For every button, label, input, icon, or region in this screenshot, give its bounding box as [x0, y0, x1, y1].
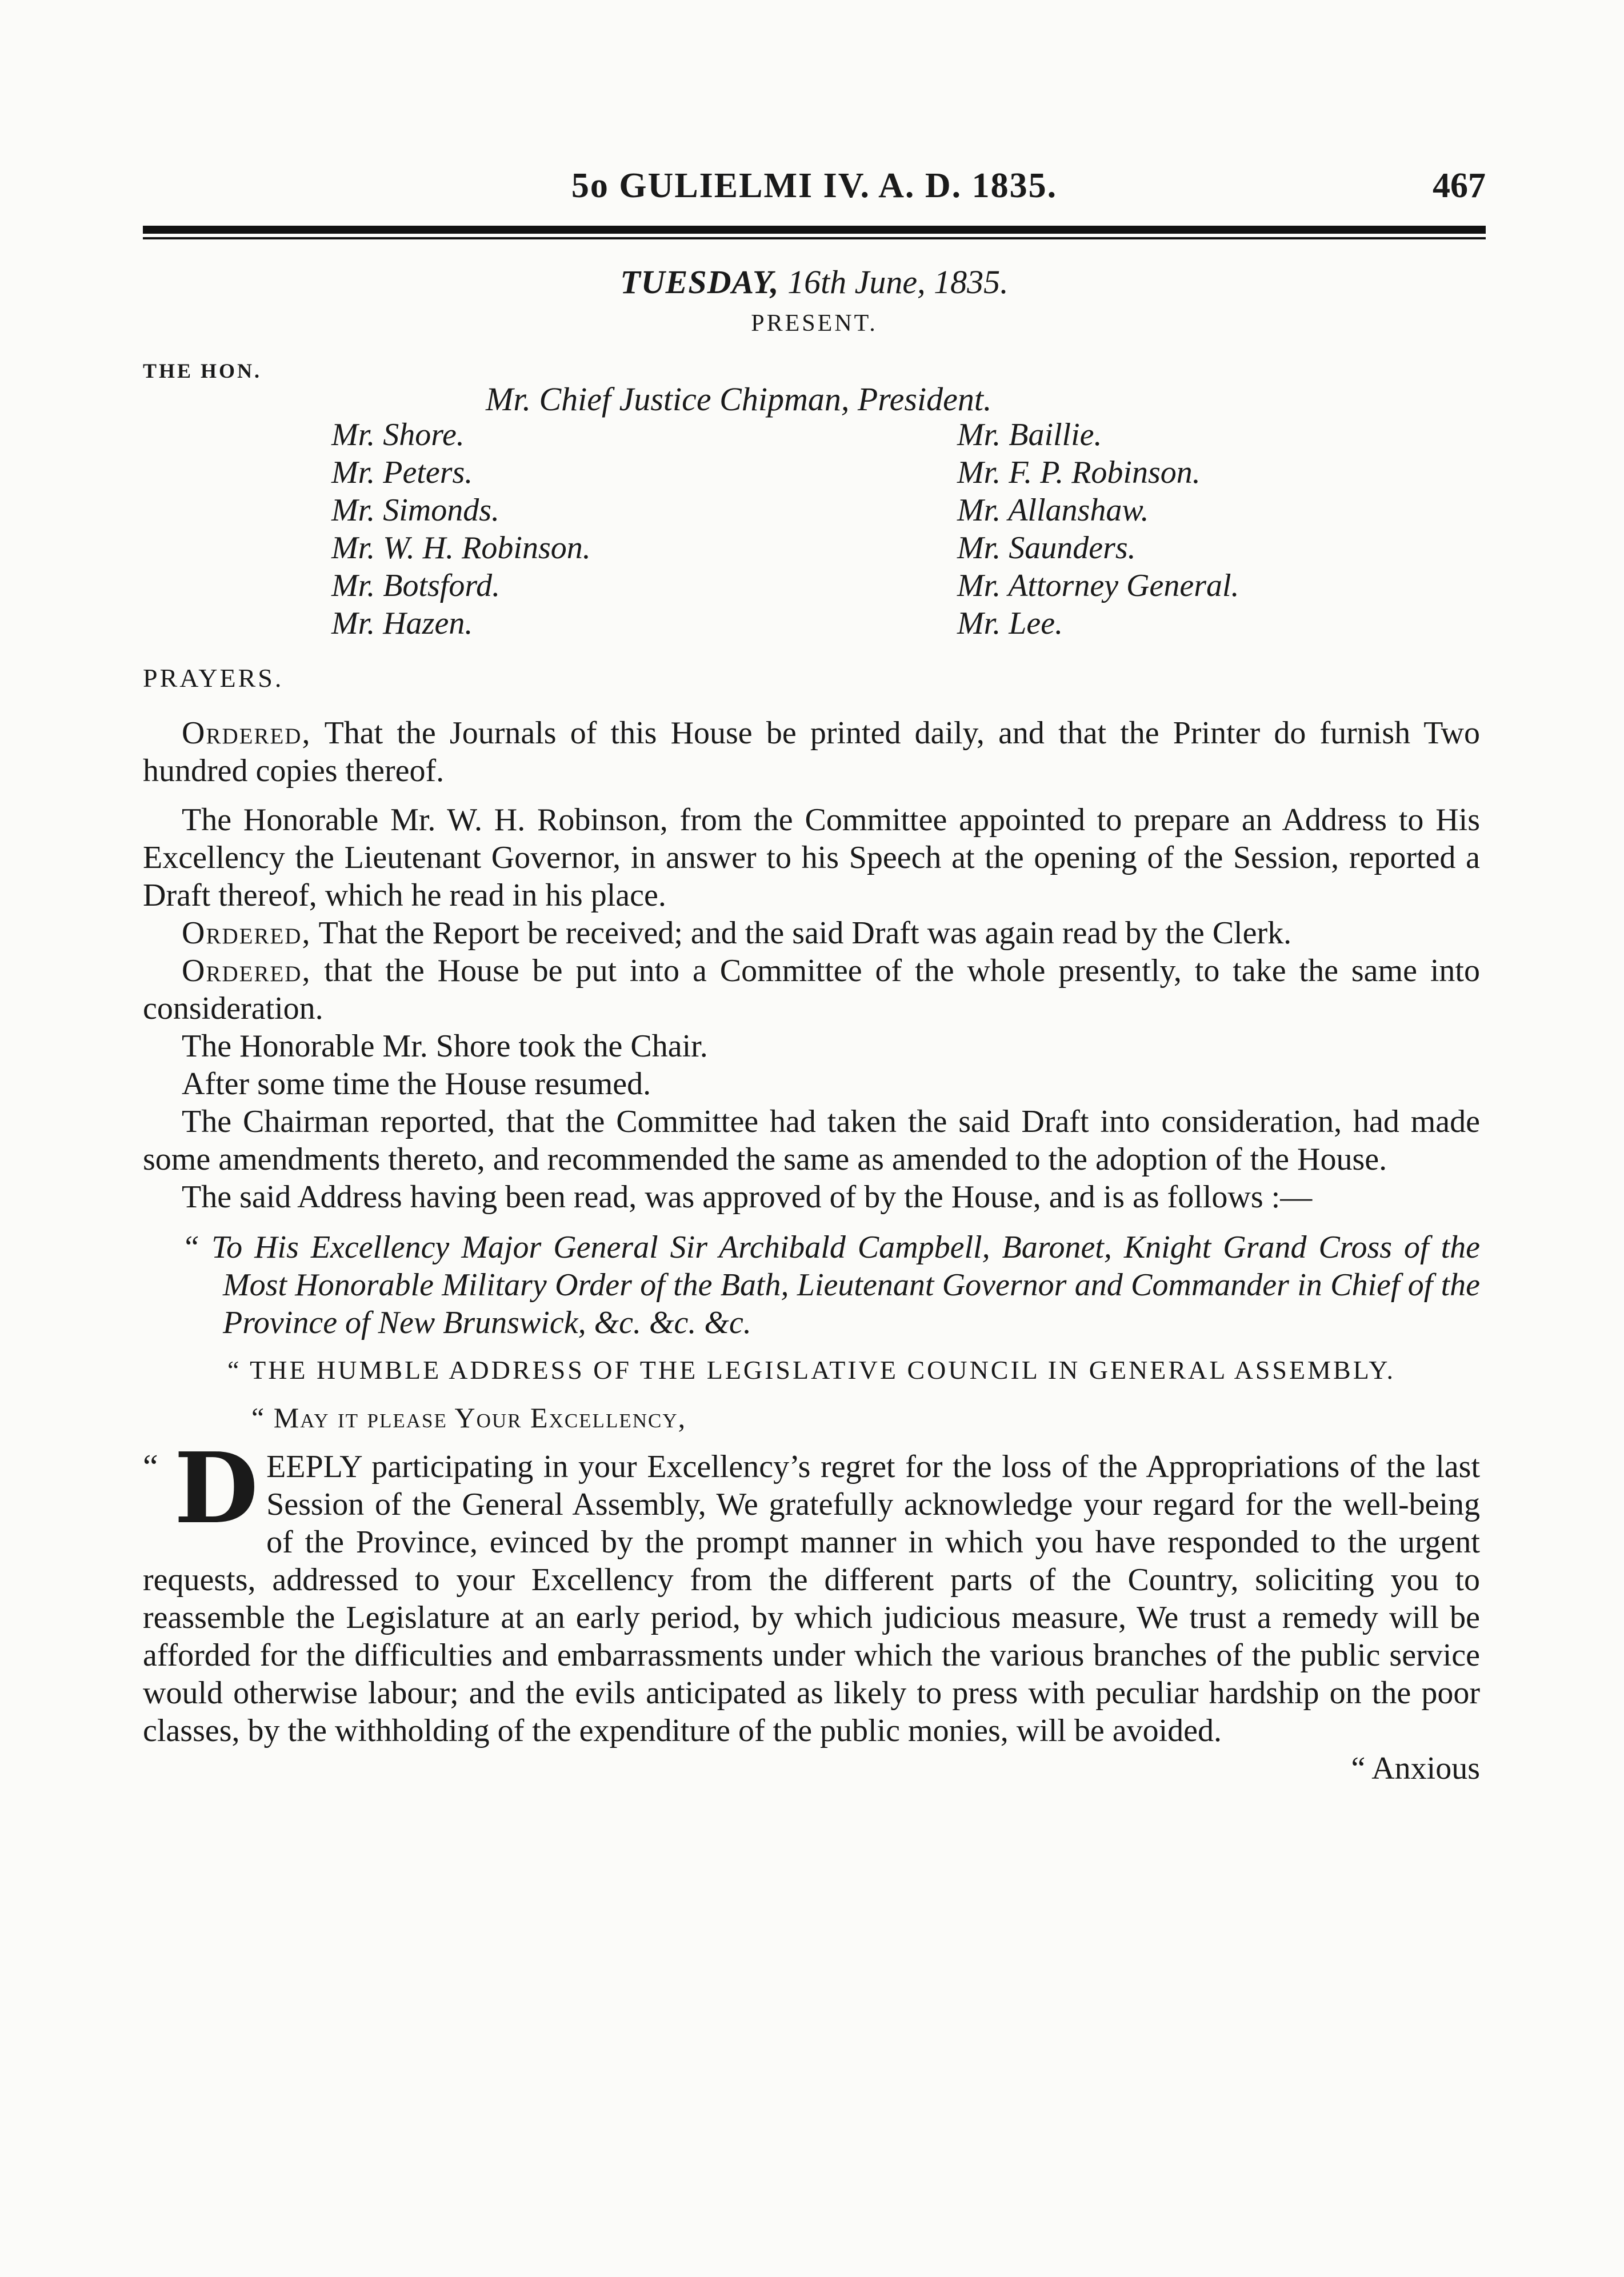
journal-body [143, 714, 1480, 1787]
members-list-left [331, 416, 591, 642]
humble-address-heading: “ THE HUMBLE ADDRESS OF THE LEGISLATIVE COUNCIL IN GENERAL ASSEMBLY. [227, 1355, 1395, 1384]
present-heading: PRESENT. [751, 310, 878, 337]
address-paragraph [143, 1431, 1480, 1750]
order-committee-whole: Ordered, that the House be put into a Committee of the whole presently, to take the same into consideration. [143, 953, 1480, 1026]
salutation: “ May it please Your Excellency, [251, 1402, 687, 1434]
member-name: Mr. Botsford. [331, 568, 501, 603]
members-list-right [957, 416, 1239, 642]
address-approved: The said Address having been read, was approved of by the House, and is as follows :— [182, 1179, 1313, 1215]
member-name: Mr. Shore. [331, 417, 465, 453]
hon-label: THE HON. [143, 359, 262, 382]
running-header [143, 160, 1486, 217]
order-printing: Ordered, That the Journals of this House be printed daily, and that the Printer do furnish Two hundred copies thereof. [143, 715, 1480, 789]
member-name: Mr. Baillie. [957, 417, 1102, 453]
member-name: Mr. F. P. Robinson. [957, 455, 1201, 490]
drop-cap: D [174, 1431, 259, 1546]
address-text: EEPLY participating in your Excellency’s regret for the loss of the Appropriations of the last Session of the General Assembly, We gratefully acknowledge your regard for the well-being of the Province, evinced by the prompt manner in which you have responded to the urgent requests, addressed to your Excellency from the different parts of the Country, soliciting you to reassemble the Legislature at an early period, by which judicious measure, We trust a remedy will be afforded for the difficulties and embarrassments under which the various branches of the public service would otherwise labour; and the evils anticipated as likely to press with peculiar hardship on the poor classes, by the withholding of the expenditure of the public monies, will be avoided. [143, 1449, 1480, 1748]
member-name: Mr. W. H. Robinson. [331, 530, 591, 566]
session-date [143, 263, 1486, 301]
member-name: Mr. Saunders. [957, 530, 1136, 566]
prayers-heading: PRAYERS. [143, 663, 284, 693]
session-day: TUESDAY, [620, 263, 779, 301]
member-name: Mr. Lee. [957, 606, 1063, 641]
session-date-text: 16th June, 1835. [779, 263, 1009, 301]
chair-taken: The Honorable Mr. Shore took the Chair. [182, 1029, 708, 1064]
member-name: Mr. Attorney General. [957, 568, 1239, 603]
order-report-received: Ordered, That the Report be received; and the said Draft was again read by the Clerk. [182, 915, 1292, 951]
catchword: “ Anxious [1351, 1751, 1480, 1786]
house-resumed: After some time the House resumed. [182, 1066, 651, 1102]
header-rule [143, 226, 1486, 247]
committee-report: The Honorable Mr. W. H. Robinson, from the Committee appointed to prepare an Address to His Excellency the Lieutenant Governor, in answer to his Speech at the opening of the Session, reported a Draft thereof, which he read in his place. [143, 802, 1480, 913]
open-quote: “ [143, 1448, 158, 1486]
running-title: 5o GULIELMI IV. A. D. 1835. [571, 166, 1058, 205]
address-recipient: “ To His Excellency Major General Sir Archibald Campbell, Baronet, Knight Grand Cross of the Most Honorable Military Order of the Bath, Lieutenant Governor and Commander in Chief of the Province of New Brunswick, &c. &c. &c. [182, 1230, 1480, 1340]
member-name: Mr. Allanshaw. [957, 493, 1149, 528]
president-line: Mr. Chief Justice Chipman, President. [486, 381, 992, 418]
chairman-report: The Chairman reported, that the Committee had taken the said Draft into consideration, had made some amendments thereto, and recommended the same as amended to the adoption of the House. [143, 1104, 1480, 1177]
member-name: Mr. Simonds. [331, 493, 500, 528]
journal-page [143, 160, 1486, 1786]
member-name: Mr. Peters. [331, 455, 473, 490]
member-name: Mr. Hazen. [331, 606, 473, 641]
page-number: 467 [1433, 166, 1486, 205]
